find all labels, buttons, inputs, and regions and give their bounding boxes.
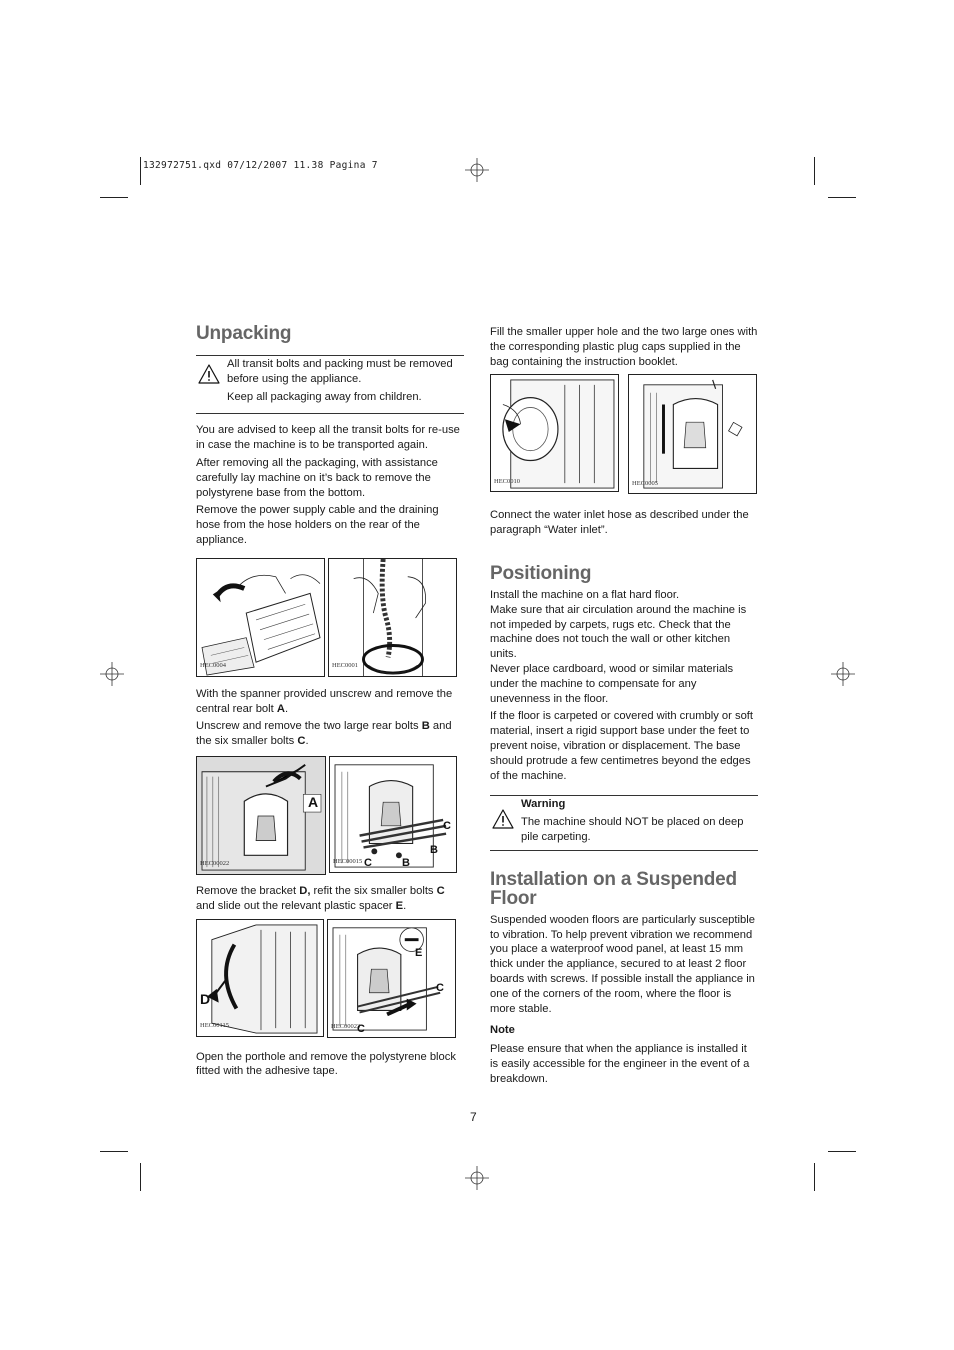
page-number: 7 xyxy=(470,1110,477,1124)
paragraph: Remove the bracket D, refit the six smaller bolts C and slide out the relevant plastic spacer E. xyxy=(196,884,445,912)
illustration-remove-bolts-bc xyxy=(329,756,457,873)
section-title-suspended-floor: Installation on a Suspended Floor xyxy=(490,868,737,909)
figure-row xyxy=(196,558,464,677)
paragraph: Open the porthole and remove the polystyrene block fitted with the adhesive tape. xyxy=(196,1050,456,1078)
callout-label-c: C xyxy=(436,981,444,994)
paragraph: Fill the smaller upper hole and the two large ones with the corresponding plastic plug caps supplied in the bag containing the instruction booklet. xyxy=(490,326,758,368)
paragraph: Unscrew and remove the two large rear bolts B and the six smaller bolts C. xyxy=(196,720,452,748)
crop-mark xyxy=(828,1151,856,1152)
figure-row xyxy=(196,756,464,875)
paragraph: You are advised to keep all the transit bolts for re-use in case the machine is to be transported again. xyxy=(196,424,460,452)
registration-mark-icon xyxy=(465,1166,489,1190)
figure-code: HEC00022 xyxy=(200,860,230,868)
figure-code: HEC0001 xyxy=(332,661,358,669)
paragraph: Connect the water inlet hose as described under the paragraph “Water inlet”. xyxy=(490,509,749,537)
warning-triangle-icon xyxy=(492,809,514,829)
callout-label-c: C xyxy=(357,1022,365,1035)
paragraph: Suspended wooden floors are particularly susceptible to vibration. To help prevent vibration we recommend you place a waterproof wood panel, at least 15 mm thick under the appliance, secured to at least 2 floor boards with screws. If possible install the appliance in one of the corners of the room, where the floor is more stable. xyxy=(490,913,755,1015)
illustration-plug-caps-front xyxy=(490,374,619,492)
print-header: 132972751.qxd 07/12/2007 11.38 Pagina 7 xyxy=(143,160,378,171)
warning-triangle-icon xyxy=(198,364,220,384)
illustration-plug-caps-rear xyxy=(628,374,757,494)
note-title: Note xyxy=(490,1024,515,1037)
paragraph: Please ensure that when the appliance is installed it is easily accessible for the engineer in the event of a breakdown. xyxy=(490,1043,750,1085)
illustration-remove-cable xyxy=(328,558,457,677)
paragraph: With the spanner provided unscrew and remove the central rear bolt A. xyxy=(196,687,453,715)
figure-code: HEC0010 xyxy=(494,477,520,485)
warning-text: The machine should NOT be placed on deep pile carpeting. xyxy=(521,816,744,843)
crop-mark xyxy=(100,197,128,198)
paragraph: After removing all the packaging, with assistance carefully lay machine on it’s back to remove the polystyrene base from the bottom. xyxy=(196,456,438,499)
registration-mark-icon xyxy=(100,662,124,686)
figure-code: HEC0005 xyxy=(632,479,658,487)
callout-label-c: C xyxy=(364,856,372,869)
notice-text: Keep all packaging away from children. xyxy=(227,390,422,403)
crop-mark xyxy=(814,1163,815,1191)
crop-mark xyxy=(814,157,815,185)
illustration-refit-bolts xyxy=(327,919,456,1038)
callout-label-d: D xyxy=(200,990,211,1007)
callout-label-b: B xyxy=(402,856,410,869)
illustration-remove-bracket xyxy=(196,919,324,1037)
notice-text: All transit bolts and packing must be removed before using the appliance. xyxy=(227,358,453,385)
unpacking-notice xyxy=(196,355,464,414)
left-column xyxy=(196,324,464,1082)
paragraph: If the floor is carpeted or covered with crumbly or soft material, insert a rigid support base under the feet to prevent noise, vibration or displacement. The base should protrude a few centimetres beyond the edges of the machine. xyxy=(490,710,754,782)
callout-label-b: B xyxy=(430,843,438,856)
warning-notice xyxy=(490,795,758,850)
crop-mark xyxy=(140,1163,141,1191)
crop-mark xyxy=(140,157,141,185)
figure-code: HEC0004 xyxy=(200,661,226,669)
figure-row xyxy=(196,919,464,1038)
illustration-lay-machine xyxy=(196,558,325,677)
section-title-positioning: Positioning xyxy=(490,562,592,584)
callout-label-e: E xyxy=(415,946,423,959)
paragraph: Remove the power supply cable and the draining hose from the hose holders on the rear of the appliance. xyxy=(196,504,439,546)
warning-title: Warning xyxy=(521,798,566,811)
paragraph: Install the machine on a flat hard floor. xyxy=(490,588,680,601)
section-title-unpacking: Unpacking xyxy=(196,323,292,344)
paragraph: Make sure that air circulation around the machine is not impeded by carpets, rugs etc. Check that the machine does not touch the wall or other kitchen units. xyxy=(490,603,747,661)
right-column xyxy=(490,325,758,1090)
registration-mark-icon xyxy=(831,662,855,686)
callout-label-c: C xyxy=(443,819,451,832)
crop-mark xyxy=(100,1151,128,1152)
figure-row xyxy=(490,374,758,494)
callout-label-a: A xyxy=(308,793,319,810)
figure-code: HEC00115 xyxy=(200,1021,230,1029)
illustration-remove-bolt-a xyxy=(196,756,326,875)
paragraph: Never place cardboard, wood or similar materials under the machine to compensate for any unevenness in the floor. xyxy=(490,662,734,705)
figure-code: HEC00023 xyxy=(331,1022,361,1030)
registration-mark-icon xyxy=(465,158,489,182)
crop-mark xyxy=(828,197,856,198)
figure-code: HEC00015 xyxy=(333,858,363,866)
